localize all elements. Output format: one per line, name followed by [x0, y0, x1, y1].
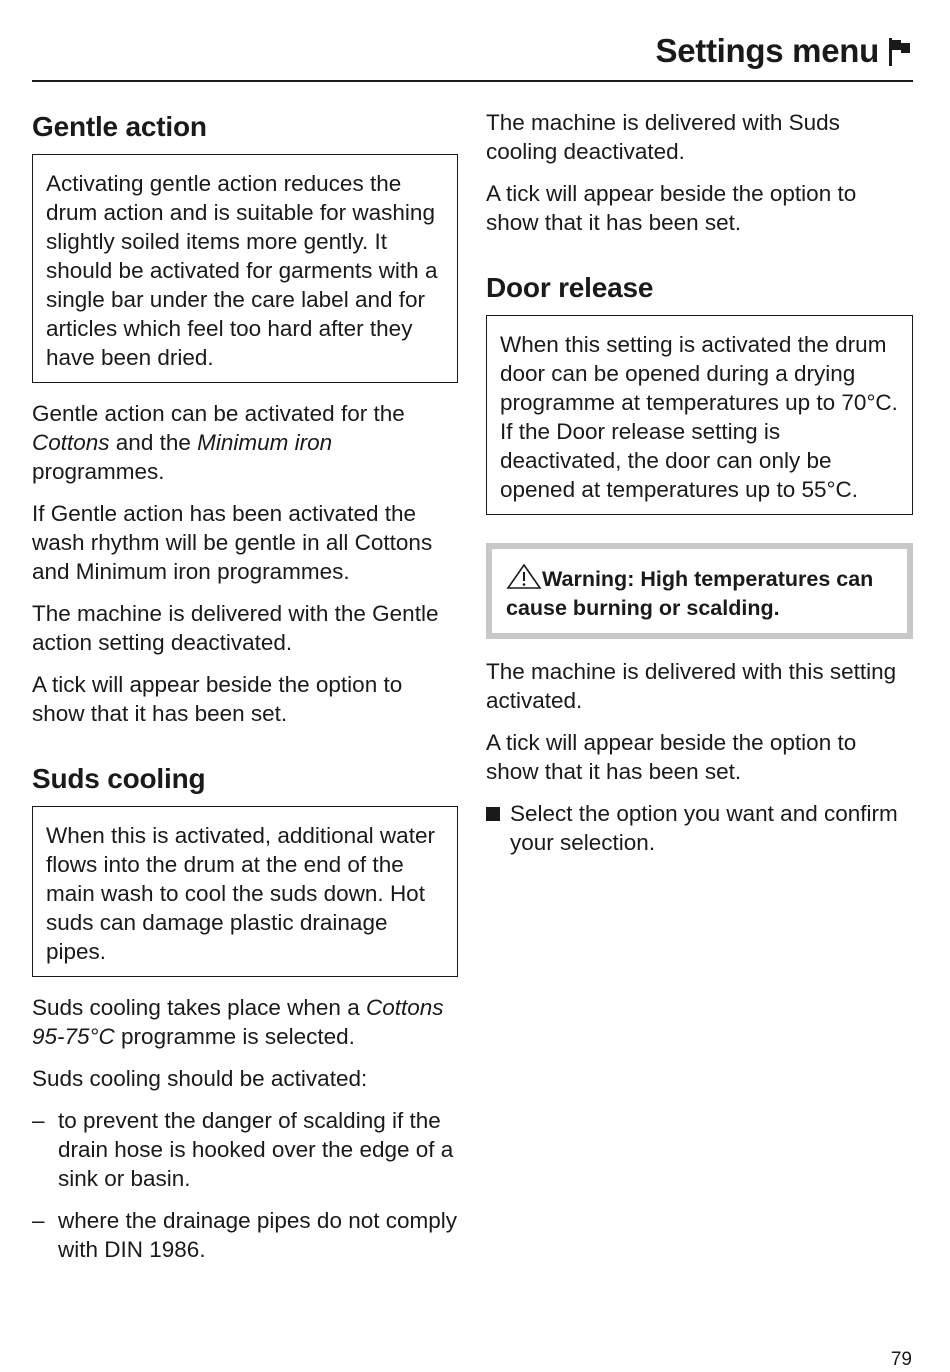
gentle-action-info-box — [32, 154, 458, 383]
suds-cooling-tick-text: A tick will appear beside the option to show that it has been set. — [486, 181, 857, 235]
page-title: Settings menu — [655, 32, 879, 69]
suds-cooling-box-text: When this is activated, additional water flows into the drum at the end of the main wash to cool the suds down. Hot suds can damage plastic drainage pipes. — [46, 823, 435, 964]
gentle-action-box-text: Activating gentle action reduces the drum action and is suitable for washing slightly soiled items more gently. It should be activated for garments with a single bar under the care label and for articles which feel too hard after they have been dried. — [46, 171, 438, 370]
door-release-box-text-1: When this setting is activated the drum door can be opened during a drying programme at temperatures up to 70°C. — [500, 332, 898, 415]
gentle-action-heading: Gentle action — [32, 111, 207, 142]
left-column — [32, 108, 458, 1277]
list-item — [32, 1206, 458, 1264]
warning-box — [486, 543, 913, 639]
door-release-heading: Door release — [486, 272, 654, 303]
suds-cooling-heading: Suds cooling — [32, 763, 206, 794]
instruction-text: Select the option you want and confirm your selection. — [510, 801, 898, 855]
door-release-info-box — [486, 315, 913, 515]
suds-cooling-info-box — [32, 806, 458, 977]
warning-text: Warning: High temperatures can cause burning or scalding. — [506, 567, 874, 620]
gentle-action-rhythm-text: If Gentle action has been activated the wash rhythm will be gentle in all Cottons and Minimum iron programmes. — [32, 501, 433, 584]
door-release-delivered-text: The machine is delivered with this setting activated. — [486, 659, 897, 713]
right-column — [486, 108, 913, 857]
gentle-action-programmes-text: Gentle action can be activated for the Cottons and the Minimum iron programmes. — [32, 401, 405, 484]
suds-cooling-delivered-text: The machine is delivered with Suds cooling deactivated. — [486, 110, 840, 164]
gentle-action-tick-text: A tick will appear beside the option to show that it has been set. — [32, 672, 403, 726]
gentle-action-delivered-text: The machine is delivered with the Gentle action setting deactivated. — [32, 601, 439, 655]
list-item — [32, 1106, 458, 1193]
instruction-item — [486, 799, 913, 857]
dash-marker: – — [32, 1108, 45, 1133]
square-bullet-icon — [486, 807, 500, 821]
page-number: 79 — [890, 1349, 912, 1370]
suds-cooling-when-text: Suds cooling takes place when a Cottons 95-75°C programme is selected. — [32, 995, 444, 1049]
door-release-tick-text: A tick will appear beside the option to show that it has been set. — [486, 730, 857, 784]
warning-triangle-icon — [506, 563, 542, 589]
list-item-text: to prevent the danger of scalding if the drain hose is hooked over the edge of a sink or basin. — [58, 1108, 454, 1191]
page-header — [32, 26, 913, 82]
flag-icon — [887, 37, 913, 67]
suds-cooling-should-text: Suds cooling should be activated: — [32, 1066, 368, 1091]
list-item-text: where the drainage pipes do not comply with DIN 1986. — [58, 1208, 458, 1262]
dash-marker: – — [32, 1208, 45, 1233]
door-release-box-text-2: If the Door release setting is deactivated, the door can only be opened at temperatures up to 55°C. — [500, 419, 858, 502]
